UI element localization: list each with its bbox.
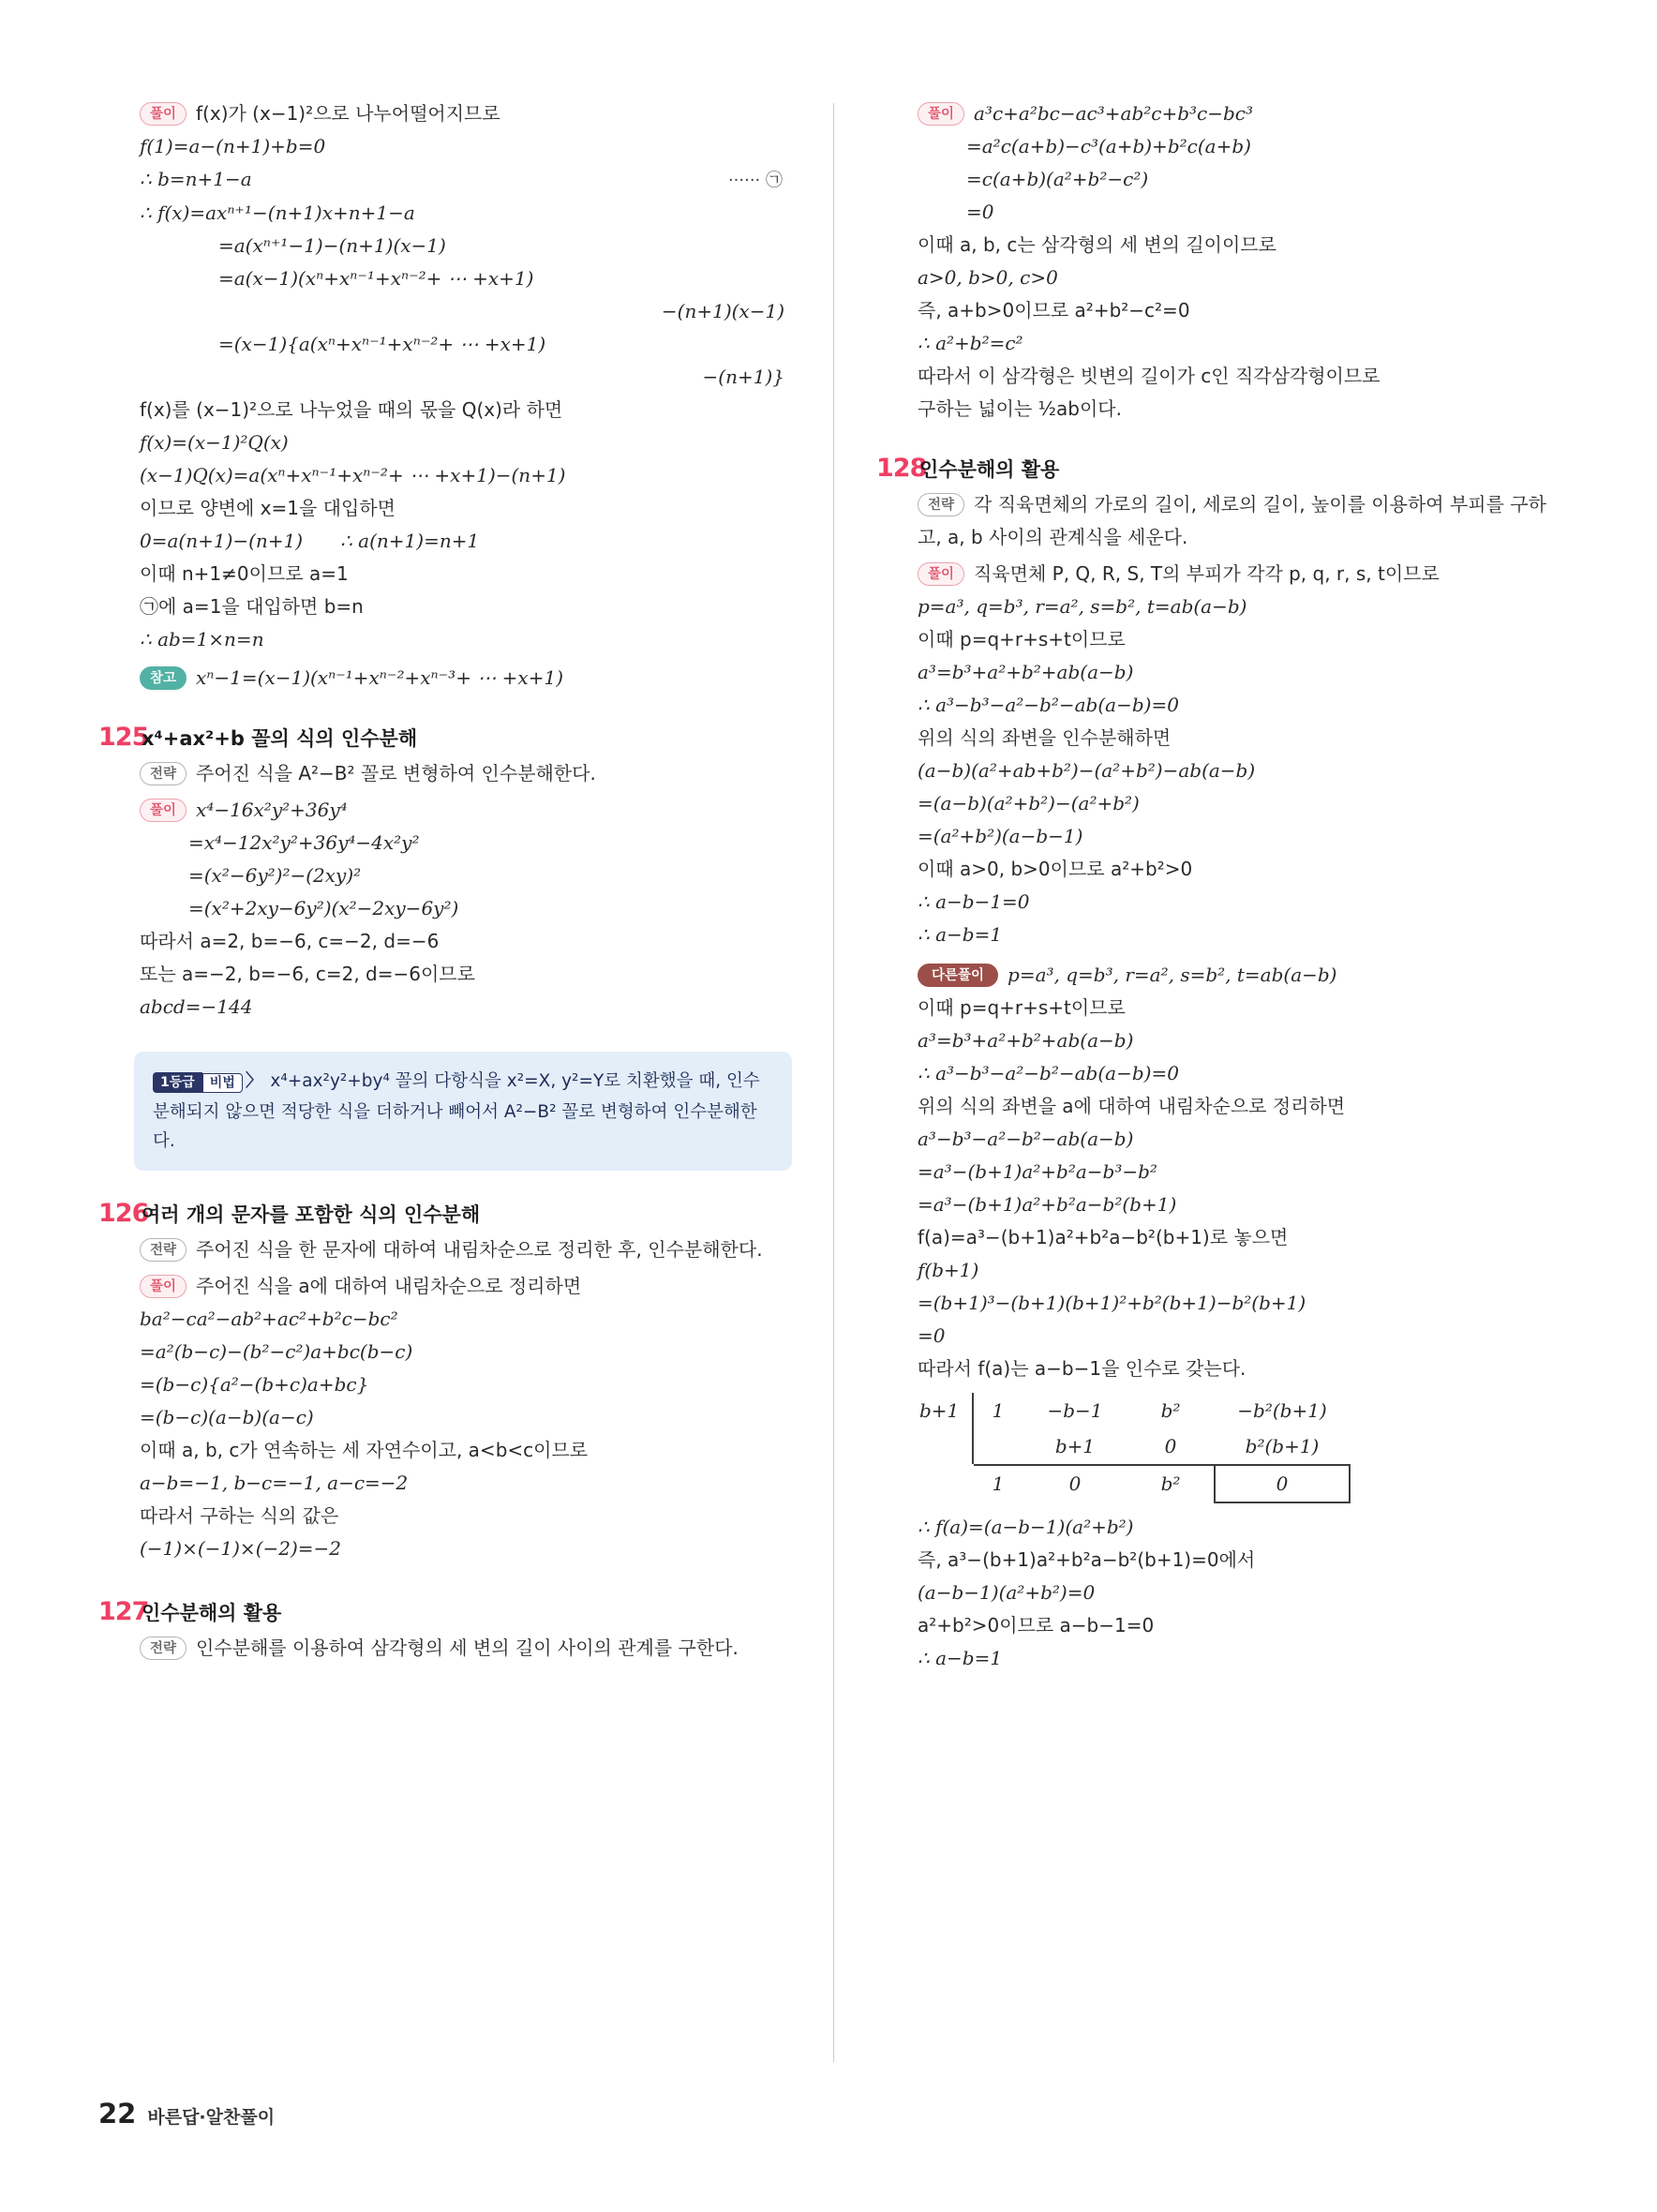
line-text: a³c+a²bc−ac³+ab²c+b³c−bc³ <box>974 102 1254 125</box>
text-line <box>98 1434 792 1467</box>
line-text: (−1)×(−1)×(−2)=−2 <box>140 1537 342 1560</box>
line-text: f(x)가 (x−1)²으로 나누어떨어지므로 <box>196 102 500 125</box>
text-line <box>876 722 1570 755</box>
tip-method-label: 비법 <box>202 1073 243 1093</box>
equation-line <box>876 959 1570 992</box>
line-text: −(n+1)(x−1) <box>661 300 784 322</box>
text-line <box>876 229 1570 262</box>
text-line <box>876 558 1570 590</box>
equation-line <box>876 1254 1570 1287</box>
problem-title: x⁴+ax²+b 꼴의 식의 인수분해 <box>142 727 418 750</box>
line-text: a>0, b>0, c>0 <box>918 266 1058 289</box>
left-column <box>98 97 792 1675</box>
equation-line <box>98 361 792 394</box>
line-text: 각 직육면체의 가로의 길이, 세로의 길이, 높이를 이용하여 부피를 구하고, a, b 사이의 관계식을 세운다. <box>918 493 1546 548</box>
text-line <box>98 1233 792 1266</box>
line-text: ∴ f(x)=axⁿ⁺¹−(n+1)x+n+1−a <box>140 202 415 224</box>
tip-text: x⁴+ax²y²+by⁴ 꼴의 다항식을 x²=X, y²=Y로 치환했을 때, 인수분해되지 않으면 적당한 식을 더하거나 빼어서 A²−B² 꼴로 변형하여 인수분해한다. <box>153 1071 760 1151</box>
equation-line <box>876 262 1570 294</box>
equation-line <box>876 820 1570 853</box>
equation-line <box>876 130 1570 163</box>
line-text: x⁴−16x²y²+36y⁴ <box>196 799 348 821</box>
equation-line <box>876 1320 1570 1353</box>
equation-line <box>98 892 792 925</box>
horner-spacer <box>918 1428 974 1464</box>
line-text: a−b=−1, b−c=−1, a−c=−2 <box>140 1472 409 1494</box>
horner-product: b+1 <box>1054 1435 1096 1457</box>
strategy-badge: 전략 <box>140 1637 187 1660</box>
alt-solution-badge: 다른풀이 <box>918 964 998 987</box>
line-text: 따라서 a=2, b=−6, c=−2, d=−6 <box>140 930 440 952</box>
equation-line <box>876 1642 1570 1675</box>
horner-product: b²(b+1) <box>1245 1435 1320 1457</box>
problem-number: 125 <box>98 723 149 752</box>
equation-line <box>876 1577 1570 1609</box>
line-text: 이때 p=q+r+s+t이므로 <box>918 628 1126 650</box>
horner-divisor: b+1 <box>918 1393 974 1428</box>
equation-line <box>876 886 1570 919</box>
line-text: =a(x−1)(xⁿ+xⁿ⁻¹+xⁿ⁻²+ ⋯ +x+1) <box>218 267 534 290</box>
line-text: 즉, a+b>0이므로 a²+b²−c²=0 <box>918 299 1190 321</box>
line-text: 인수분해를 이용하여 삼각형의 세 변의 길이 사이의 관계를 구한다. <box>196 1637 739 1659</box>
line-text: =a³−(b+1)a²+b²a−b²(b+1) <box>918 1193 1177 1216</box>
column-divider <box>833 103 834 2062</box>
equation-line <box>98 130 792 163</box>
equation-line <box>98 262 792 295</box>
equation-line <box>876 787 1570 820</box>
solution-badge: 풀이 <box>140 1275 187 1298</box>
line-text: ∴ a²+b²=c² <box>918 332 1023 354</box>
text-line <box>876 488 1570 554</box>
line-text: ∴ b=n+1−a <box>140 168 252 190</box>
line-text: =a²(b−c)−(b²−c²)a+bc(b−c) <box>140 1340 413 1363</box>
text-line <box>98 558 792 590</box>
line-text: 따라서 이 삼각형은 빗변의 길이가 c인 직각삼각형이므로 <box>918 365 1381 387</box>
equation-line <box>876 755 1570 787</box>
line-text: =0 <box>966 201 994 223</box>
line-text: 이때 p=q+r+s+t이므로 <box>918 996 1126 1019</box>
line-text: xⁿ−1=(x−1)(xⁿ⁻¹+xⁿ⁻²+xⁿ⁻³+ ⋯ +x+1) <box>196 666 563 689</box>
text-line <box>876 360 1570 393</box>
strategy-badge: 전략 <box>140 762 187 785</box>
text-line <box>876 1221 1570 1254</box>
line-text: ba²−ca²−ab²+ac²+b²c−bc² <box>140 1308 398 1330</box>
page-content <box>98 97 1570 1675</box>
line-text: 이므로 양변에 x=1을 대입하면 <box>140 497 396 519</box>
line-text: ∴ a−b=1 <box>918 1647 1003 1669</box>
problem-number: 127 <box>98 1597 149 1626</box>
horner-result: 1 <box>974 1464 1023 1502</box>
equation-line <box>876 1024 1570 1057</box>
footer-label: 바른답·알찬풀이 <box>147 2107 276 2128</box>
horner-coefficient: −b−1 <box>1047 1399 1103 1422</box>
text-line <box>98 394 792 426</box>
strategy-badge: 전략 <box>140 1238 187 1262</box>
horner-remainder: 0 <box>1214 1464 1351 1503</box>
equation-line <box>98 1336 792 1368</box>
synthetic-division-table <box>918 1393 1570 1503</box>
solution-badge: 풀이 <box>918 562 964 586</box>
equation-line <box>98 1303 792 1336</box>
text-line <box>876 1090 1570 1123</box>
equation-line <box>876 1057 1570 1090</box>
problem-number: 126 <box>98 1199 149 1228</box>
line-text: a³=b³+a²+b²+ab(a−b) <box>918 1029 1134 1052</box>
horner-spacer <box>918 1464 974 1500</box>
equation-line <box>876 1188 1570 1221</box>
equation-line <box>98 1532 792 1565</box>
text-line <box>876 1544 1570 1577</box>
line-text: ∴ a³−b³−a²−b²−ab(a−b)=0 <box>918 1062 1179 1084</box>
line-text: 즉, a³−(b+1)a²+b²a−b²(b+1)=0에서 <box>918 1548 1256 1571</box>
line-text: a³=b³+a²+b²+ab(a−b) <box>918 661 1134 683</box>
line-text: =0 <box>918 1324 946 1347</box>
equation-line <box>98 1467 792 1500</box>
equation-line <box>876 97 1570 130</box>
equation-line <box>98 197 792 230</box>
tip-box <box>134 1052 792 1171</box>
equation-line <box>98 426 792 459</box>
line-text: 이때 a, b, c는 삼각형의 세 변의 길이이므로 <box>918 233 1276 256</box>
line-text: ∴ a−b=1 <box>918 923 1003 946</box>
equation-line <box>876 327 1570 360</box>
equation-line <box>98 295 792 328</box>
text-line <box>876 393 1570 426</box>
page-footer <box>98 2098 275 2130</box>
chevron-right-icon: 〉 <box>245 1071 263 1091</box>
line-text: 따라서 구하는 식의 값은 <box>140 1504 339 1527</box>
text-line <box>98 925 792 958</box>
text-line <box>98 1632 792 1665</box>
equation-line <box>876 656 1570 689</box>
line-text: =a(xⁿ⁺¹−1)−(n+1)(x−1) <box>218 234 446 257</box>
text-line <box>98 958 792 991</box>
line-text: 0=a(n+1)−(n+1) ∴ a(n+1)=n+1 <box>140 530 480 552</box>
line-text: =(b+1)³−(b+1)(b+1)²+b²(b+1)−b²(b+1) <box>918 1292 1306 1314</box>
equation-line <box>876 1156 1570 1188</box>
line-text: ㉠에 a=1을 대입하면 b=n <box>140 595 364 618</box>
equation-line <box>98 1401 792 1434</box>
equation-line <box>98 328 792 361</box>
text-line <box>98 1500 792 1532</box>
line-text: =c(a+b)(a²+b²−c²) <box>966 168 1149 190</box>
equation-line <box>98 1368 792 1401</box>
equation-line <box>876 1511 1570 1544</box>
line-text: 이때 a>0, b>0이므로 a²+b²>0 <box>918 858 1193 880</box>
solution-badge: 풀이 <box>140 799 187 822</box>
line-text: =x⁴−12x²y²+36y⁴−4x²y² <box>188 831 420 854</box>
problem-title: 인수분해의 활용 <box>919 458 1060 481</box>
text-line <box>876 623 1570 656</box>
line-text: a³−b³−a²−b²−ab(a−b) <box>918 1128 1134 1150</box>
horner-product: 0 <box>1164 1435 1177 1457</box>
text-line <box>98 97 792 130</box>
horner-result: b² <box>1127 1464 1214 1502</box>
line-text: −(n+1)} <box>702 366 784 388</box>
problem-number: 128 <box>876 454 927 483</box>
reference-mark: ······ ㉠ <box>727 171 783 190</box>
problem-title: 인수분해의 활용 <box>142 1602 282 1624</box>
equation-line <box>876 196 1570 229</box>
equation-line <box>98 827 792 859</box>
equation-line <box>98 230 792 262</box>
line-text: f(x)를 (x−1)²으로 나누었을 때의 몫을 Q(x)라 하면 <box>140 398 563 421</box>
line-text: p=a³, q=b³, r=a², s=b², t=ab(a−b) <box>918 595 1247 618</box>
problem-header <box>98 1199 792 1228</box>
solution-badge: 풀이 <box>140 102 187 126</box>
line-text: f(1)=a−(n+1)+b=0 <box>140 135 326 157</box>
line-text: 위의 식의 좌변을 a에 대하여 내림차순으로 정리하면 <box>918 1095 1346 1117</box>
page-number: 22 <box>98 2098 137 2130</box>
tip-grade-label: 1등급 <box>153 1072 202 1093</box>
equation-line <box>98 662 792 695</box>
equation-line <box>98 525 792 558</box>
equation-line <box>876 1287 1570 1320</box>
line-text: 주어진 식을 a에 대하여 내림차순으로 정리하면 <box>196 1275 582 1297</box>
horner-result: 0 <box>1023 1464 1127 1502</box>
line-text: abcd=−144 <box>140 995 253 1018</box>
problem-header <box>876 454 1570 483</box>
text-line <box>876 294 1570 327</box>
line-text: (a−b−1)(a²+b²)=0 <box>918 1581 1096 1604</box>
line-text: ∴ a−b−1=0 <box>918 890 1030 913</box>
reference-badge: 참고 <box>140 666 187 690</box>
horner-coefficient: −b²(b+1) <box>1237 1399 1327 1422</box>
line-text: ∴ a³−b³−a²−b²−ab(a−b)=0 <box>918 694 1179 716</box>
equation-line <box>98 794 792 827</box>
line-text: =a³−(b+1)a²+b²a−b³−b² <box>918 1160 1157 1183</box>
line-text: 이때 n+1≠0이므로 a=1 <box>140 562 349 585</box>
equation-line <box>98 163 792 197</box>
right-column <box>876 97 1570 1675</box>
text-line <box>98 1270 792 1303</box>
line-text: f(b+1) <box>918 1259 979 1281</box>
line-text: 따라서 f(a)는 a−b−1을 인수로 갖는다. <box>918 1357 1246 1380</box>
horner-coefficient: b² <box>1160 1399 1181 1422</box>
text-line <box>98 492 792 525</box>
text-line <box>876 1609 1570 1642</box>
line-text: a²+b²>0이므로 a−b−1=0 <box>918 1614 1155 1637</box>
line-text: 직육면체 P, Q, R, S, T의 부피가 각각 p, q, r, s, t이므로 <box>974 562 1440 585</box>
equation-line <box>876 919 1570 951</box>
line-text: 또는 a=−2, b=−6, c=2, d=−6이므로 <box>140 963 475 985</box>
problem-header <box>98 1597 792 1626</box>
line-text: =(b−c){a²−(b+c)a+bc} <box>140 1373 369 1396</box>
line-text: (x−1)Q(x)=a(xⁿ+xⁿ⁻¹+xⁿ⁻²+ ⋯ +x+1)−(n+1) <box>140 464 566 486</box>
strategy-badge: 전략 <box>918 493 964 516</box>
text-line <box>98 590 792 623</box>
text-line <box>98 757 792 790</box>
text-line <box>876 853 1570 886</box>
line-text: f(x)=(x−1)²Q(x) <box>140 431 289 454</box>
text-line <box>876 992 1570 1024</box>
line-text: =a²c(a+b)−c³(a+b)+b²c(a+b) <box>966 135 1251 157</box>
line-text: 주어진 식을 한 문자에 대하여 내림차순으로 정리한 후, 인수분해한다. <box>196 1238 763 1261</box>
line-text: =(x²−6y²)²−(2xy)² <box>188 864 362 887</box>
problem-title: 여러 개의 문자를 포함한 식의 인수분해 <box>142 1203 481 1226</box>
equation-line <box>98 459 792 492</box>
line-text: 위의 식의 좌변을 인수분해하면 <box>918 726 1172 749</box>
equation-line <box>876 1123 1570 1156</box>
horner-spacer <box>974 1428 1023 1464</box>
line-text: =(a−b)(a²+b²)−(a²+b²) <box>918 792 1140 815</box>
horner-coefficient: 1 <box>992 1399 1005 1422</box>
text-line <box>876 1353 1570 1385</box>
line-text: =(a²+b²)(a−b−1) <box>918 825 1083 847</box>
equation-line <box>98 991 792 1024</box>
equation-line <box>876 689 1570 722</box>
line-text: =(b−c)(a−b)(a−c) <box>140 1406 314 1428</box>
line-text: 이때 a, b, c가 연속하는 세 자연수이고, a<b<c이므로 <box>140 1439 589 1461</box>
problem-header <box>98 723 792 752</box>
line-text: 구하는 넓이는 ½ab이다. <box>918 397 1122 420</box>
solution-badge: 풀이 <box>918 102 964 126</box>
line-text: ∴ ab=1×n=n <box>140 628 264 650</box>
line-text: ∴ f(a)=(a−b−1)(a²+b²) <box>918 1516 1134 1538</box>
line-text: f(a)=a³−(b+1)a²+b²a−b²(b+1)로 놓으면 <box>918 1226 1289 1248</box>
line-text: 주어진 식을 A²−B² 꼴로 변형하여 인수분해한다. <box>196 762 596 785</box>
equation-line <box>98 859 792 892</box>
line-text: =(x²+2xy−6y²)(x²−2xy−6y²) <box>188 897 459 919</box>
equation-line <box>876 590 1570 623</box>
line-text: =(x−1){a(xⁿ+xⁿ⁻¹+xⁿ⁻²+ ⋯ +x+1) <box>218 333 546 355</box>
equation-line <box>876 163 1570 196</box>
line-text: p=a³, q=b³, r=a², s=b², t=ab(a−b) <box>1008 964 1337 986</box>
equation-line <box>98 623 792 656</box>
line-text: (a−b)(a²+ab+b²)−(a²+b²)−ab(a−b) <box>918 759 1256 782</box>
